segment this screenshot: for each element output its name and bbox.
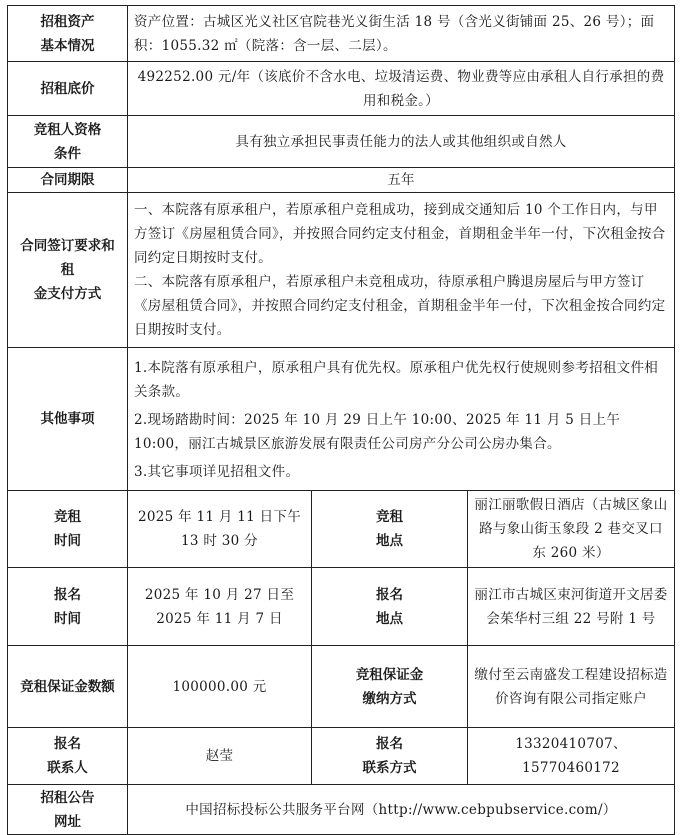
other-matters-item-3: 3.其它事项详见招租文件。 (134, 464, 300, 480)
label-line: 竞租 (376, 509, 403, 525)
deposit-amount-label: 竞租保证金数额 (8, 646, 128, 728)
label-line: 时间 (54, 533, 81, 549)
value-line: 2025 年 11 月 7 日 (156, 610, 283, 627)
label-line: 合同签订要求和租 (20, 238, 115, 278)
asset-info-value: 资产位置：古城区光义社区官院巷光义街生活 18 号（含光义街铺面 25、26 号）；面积：1055.32 ㎡（院落：含一层、二层）。 (128, 6, 675, 62)
other-matters-item-2: 2.现场踏勘时间：2025 年 10 月 29 日上午 10:00、2025 年 11 月 5 日上午 10:00，丽江古城景区旅游发展有限责任公司房产分公司公房办集合。 (134, 412, 621, 452)
label-line: 报名 (376, 736, 403, 752)
label-line: 缴纳方式 (362, 690, 417, 707)
row-notice-url (8, 785, 675, 835)
value-line: 2025 年 11 月 11 日下午 (137, 509, 302, 525)
label-line: 招租资产 (40, 13, 95, 30)
row-deposit (8, 646, 675, 728)
signup-contact-label (8, 728, 128, 785)
label-line: 金支付方式 (33, 286, 102, 302)
deposit-amount-value: 100000.00 元 (128, 646, 312, 728)
other-matters-label: 其他事项 (8, 348, 128, 491)
signup-time-value (128, 568, 312, 646)
row-other-matters (8, 348, 675, 491)
value-line: 13 时 30 分 (181, 533, 258, 549)
label-line: 报名 (54, 736, 81, 752)
signup-location-value: 丽江市古城区束河街道开文居委会茱华村三组 22 号附 1 号 (468, 568, 675, 646)
bid-time-label (8, 491, 128, 568)
notice-url-value: 中国招标投标公共服务平台网（http://www.cebpubservice.com/） (128, 785, 675, 835)
signup-contact-value: 赵莹 (128, 728, 312, 785)
row-contract-payment (8, 193, 675, 348)
row-bid-time-location (8, 491, 675, 568)
label-line: 竞租人资格 (33, 121, 102, 138)
signup-time-label (8, 568, 128, 646)
signup-phone-value: 13320410707、15770460172 (468, 728, 675, 785)
row-signup-time-location (8, 568, 675, 646)
label-line: 基本情况 (40, 37, 95, 54)
asset-info-label (8, 6, 128, 62)
rental-notice-table (7, 5, 675, 835)
label-line: 竞租 (54, 509, 81, 525)
contract-term-label: 合同期限 (8, 168, 128, 193)
contract-term-value: 五年 (128, 168, 675, 193)
contract-payment-label (8, 193, 128, 348)
row-signup-contact (8, 728, 675, 785)
label-line: 报名 (54, 586, 81, 603)
contract-payment-value (128, 193, 675, 348)
reserve-price-label: 招租底价 (8, 62, 128, 116)
label-line: 报名 (376, 586, 403, 603)
label-line: 地点 (376, 533, 403, 549)
reserve-price-value: 492252.00 元/年（该底价不含水电、垃圾清运费、物业费等应由承租人自行承担的费用和税金。） (128, 62, 675, 116)
other-matters-value (128, 348, 675, 491)
value-line: 2025 年 10 月 27 日至 (144, 586, 295, 603)
row-asset-info (8, 6, 675, 62)
row-qualification (8, 116, 675, 168)
contract-payment-paragraph-2: 二、本院落有原承租户，若原承租户未竞租成功，待原承租户腾退房屋后与甲方签订《房屋租赁合同》，并按照合同约定支付租金，首期租金半年一付，下次租金按合同约定日期按时支付。 (134, 274, 666, 338)
label-line: 联系人 (47, 760, 88, 776)
deposit-method-label (312, 646, 468, 728)
label-line: 招租公告 (40, 789, 95, 806)
label-line: 联系方式 (362, 760, 417, 776)
other-matters-item-1: 1.本院落有原承租户，原承租户具有优先权。原承租户优先权行使规则参考招租文件相关条款。 (134, 360, 659, 400)
signup-location-label (312, 568, 468, 646)
signup-phone-label (312, 728, 468, 785)
label-line: 地点 (376, 610, 403, 627)
contract-payment-paragraph-1: 一、本院落有原承租户，若原承租户竞租成功，接到成交通知后 10 个工作日内，与甲方签订《房屋租赁合同》，并按照合同约定支付租金，首期租金半年一付，下次租金按合同约定日期按时支付。 (134, 202, 666, 266)
bid-location-label (312, 491, 468, 568)
label-line: 竞租保证金 (355, 666, 424, 683)
notice-url-label (8, 785, 128, 835)
bid-location-value: 丽江丽歌假日酒店（古城区象山路与象山街玉象段 2 巷交叉口东 260 米） (468, 491, 675, 568)
qualification-label (8, 116, 128, 168)
bid-time-value (128, 491, 312, 568)
row-contract-term (8, 168, 675, 193)
label-line: 网址 (54, 813, 81, 830)
deposit-method-value: 缴付至云南盛发工程建设招标造价咨询有限公司指定账户 (468, 646, 675, 728)
label-line: 时间 (54, 610, 81, 627)
qualification-value: 具有独立承担民事责任能力的法人或其他组织或自然人 (128, 116, 675, 168)
label-line: 条件 (54, 145, 81, 162)
row-reserve-price (8, 62, 675, 116)
